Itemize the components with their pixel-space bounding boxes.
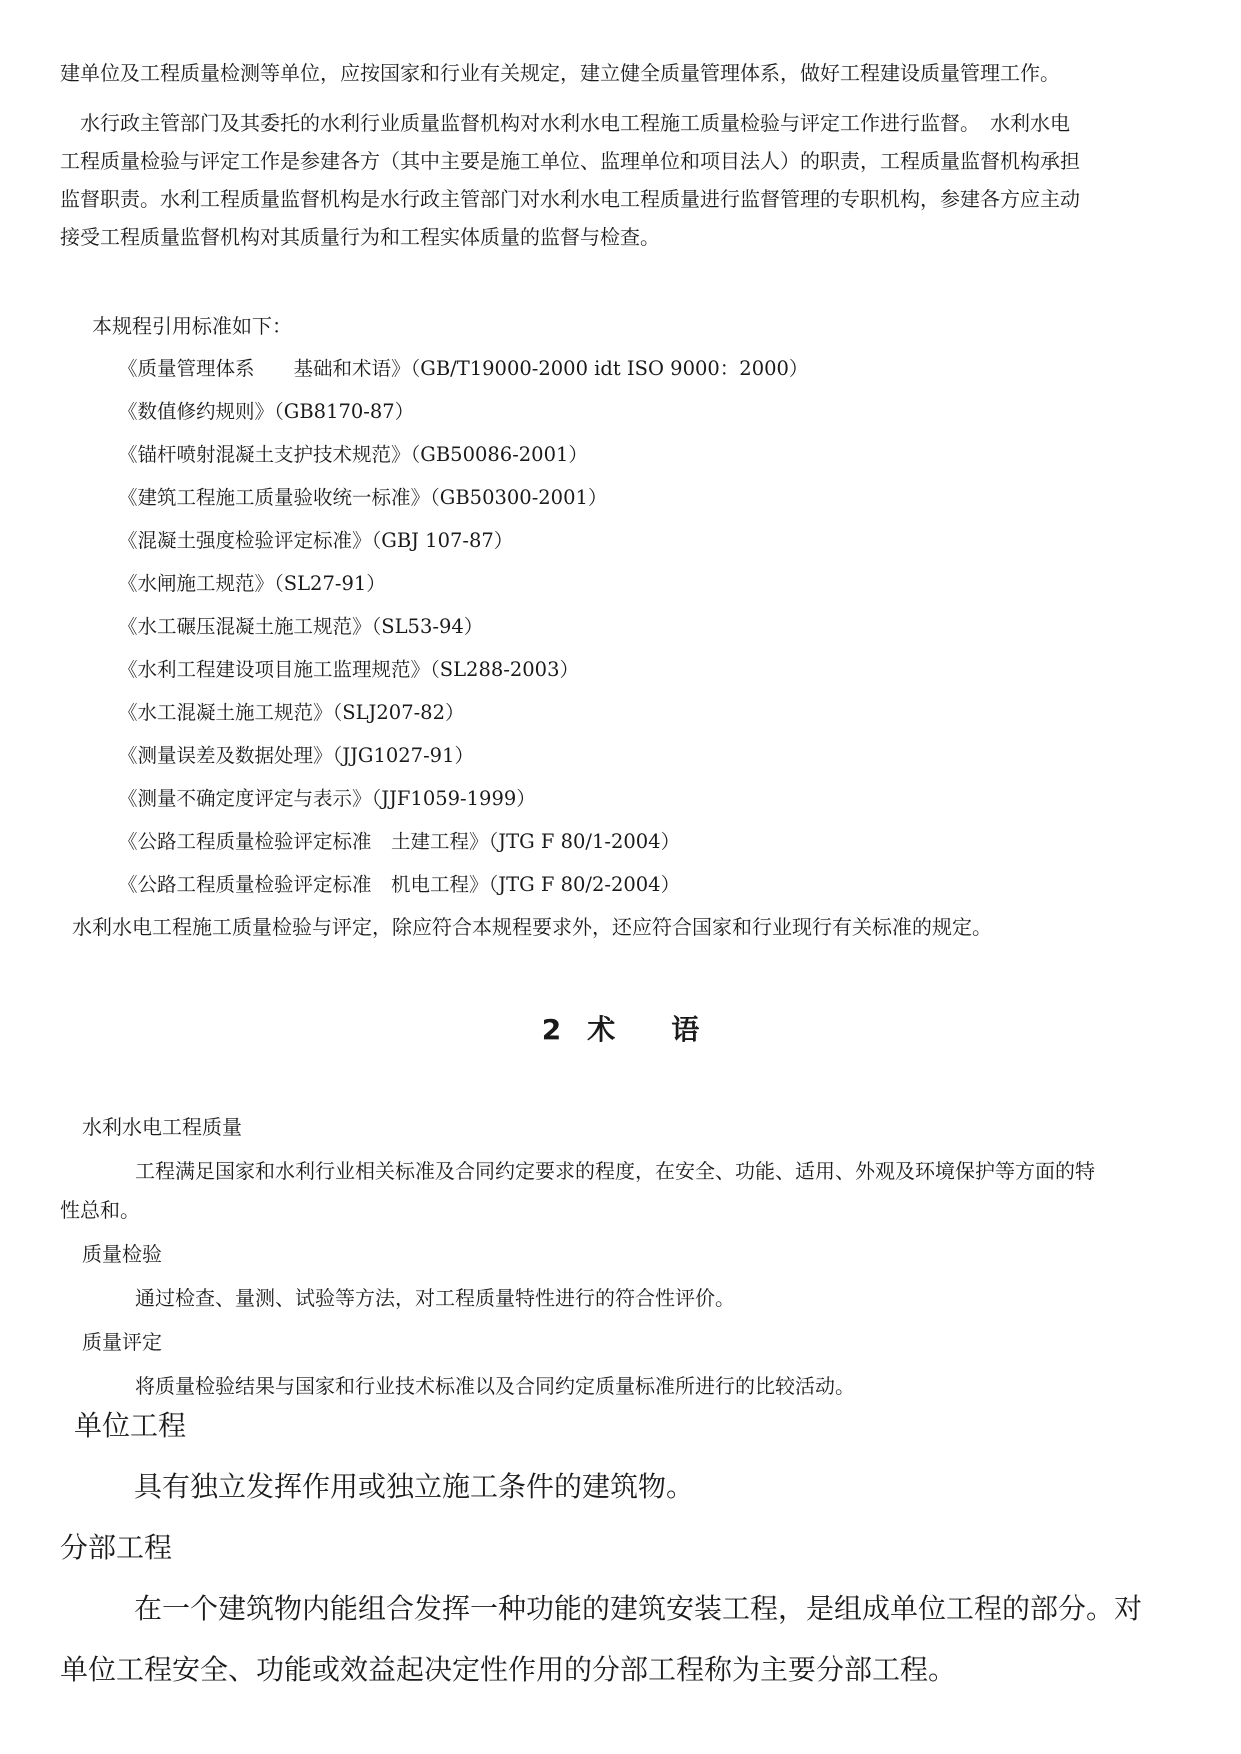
term-title: 质量评定 [82, 1330, 162, 1354]
intro-para-line: 水行政主管部门及其委托的水利行业质量监督机构对水利水电工程施工质量检验与评定工作进行监督。 水利水电 [80, 111, 1070, 135]
section-title-char: 术 [587, 1013, 616, 1046]
references-closing: 水利水电工程施工质量检验与评定，除应符合本规程要求外，还应符合国家和行业现行有关标准的规定。 [72, 915, 992, 939]
term-title: 质量检验 [82, 1242, 162, 1266]
reference-item: 《水工碾压混凝土施工规范》（SL53-94） [118, 615, 484, 638]
intro-line: 建单位及工程质量检测等单位，应按国家和行业有关规定，建立健全质量管理体系，做好工程建设质量管理工作。 [60, 61, 1060, 85]
term-definition-line: 单位工程安全、功能或效益起决定性作用的分部工程称为主要分部工程。 [60, 1653, 957, 1686]
term-definition-line: 将质量检验结果与国家和行业技术标准以及合同约定质量标准所进行的比较活动。 [135, 1374, 855, 1398]
intro-para-line: 工程质量检验与评定工作是参建各方（其中主要是施工单位、监理单位和项目法人）的职责，工程质量监督机构承担 [60, 149, 1080, 173]
term-title: 单位工程 [74, 1409, 187, 1442]
reference-item: 《数值修约规则》（GB8170-87） [118, 400, 415, 423]
reference-item: 《锚杆喷射混凝土支护技术规范》（GB50086-2001） [118, 443, 588, 466]
reference-item: 《水闸施工规范》（SL27-91） [118, 572, 386, 595]
reference-item: 《公路工程质量检验评定标准 土建工程》（JTG F 80/1-2004） [118, 830, 681, 853]
section-number: 2 [541, 1013, 562, 1046]
term-definition-line: 通过检查、量测、试验等方法，对工程质量特性进行的符合性评价。 [135, 1286, 735, 1310]
reference-item: 《测量不确定度评定与表示》（JJF1059-1999） [118, 787, 536, 810]
section-heading [0, 1008, 1241, 1052]
term-definition-line: 具有独立发挥作用或独立施工条件的建筑物。 [134, 1470, 695, 1503]
references-heading: 本规程引用标准如下： [92, 314, 292, 338]
term-definition-line: 性总和。 [60, 1198, 140, 1222]
term-definition-line: 在一个建筑物内能组合发挥一种功能的建筑安装工程，是组成单位工程的部分。对 [134, 1592, 1143, 1625]
reference-item: 《水工混凝土施工规范》（SLJ207-82） [118, 701, 465, 724]
intro-para-line: 接受工程质量监督机构对其质量行为和工程实体质量的监督与检查。 [60, 225, 660, 249]
term-definition-line: 工程满足国家和水利行业相关标准及合同约定要求的程度，在安全、功能、适用、外观及环境保护等方面的特 [135, 1159, 1095, 1183]
reference-item: 《公路工程质量检验评定标准 机电工程》（JTG F 80/2-2004） [118, 873, 681, 896]
intro-para-line: 监督职责。水利工程质量监督机构是水行政主管部门对水利水电工程质量进行监督管理的专职机构，参建各方应主动 [60, 187, 1080, 211]
reference-item: 《建筑工程施工质量验收统一标准》（GB50300-2001） [118, 486, 608, 509]
term-title: 分部工程 [60, 1531, 173, 1564]
reference-item: 《测量误差及数据处理》（JJG1027-91） [118, 744, 474, 767]
reference-item: 《质量管理体系 基础和术语》（GB/T19000-2000 idt ISO 9000：2000） [118, 357, 809, 380]
reference-item: 《水利工程建设项目施工监理规范》（SL288-2003） [118, 658, 579, 681]
reference-item: 《混凝土强度检验评定标准》（GBJ 107-87） [118, 529, 514, 552]
section-title-char: 语 [671, 1013, 700, 1046]
term-title: 水利水电工程质量 [82, 1115, 242, 1139]
